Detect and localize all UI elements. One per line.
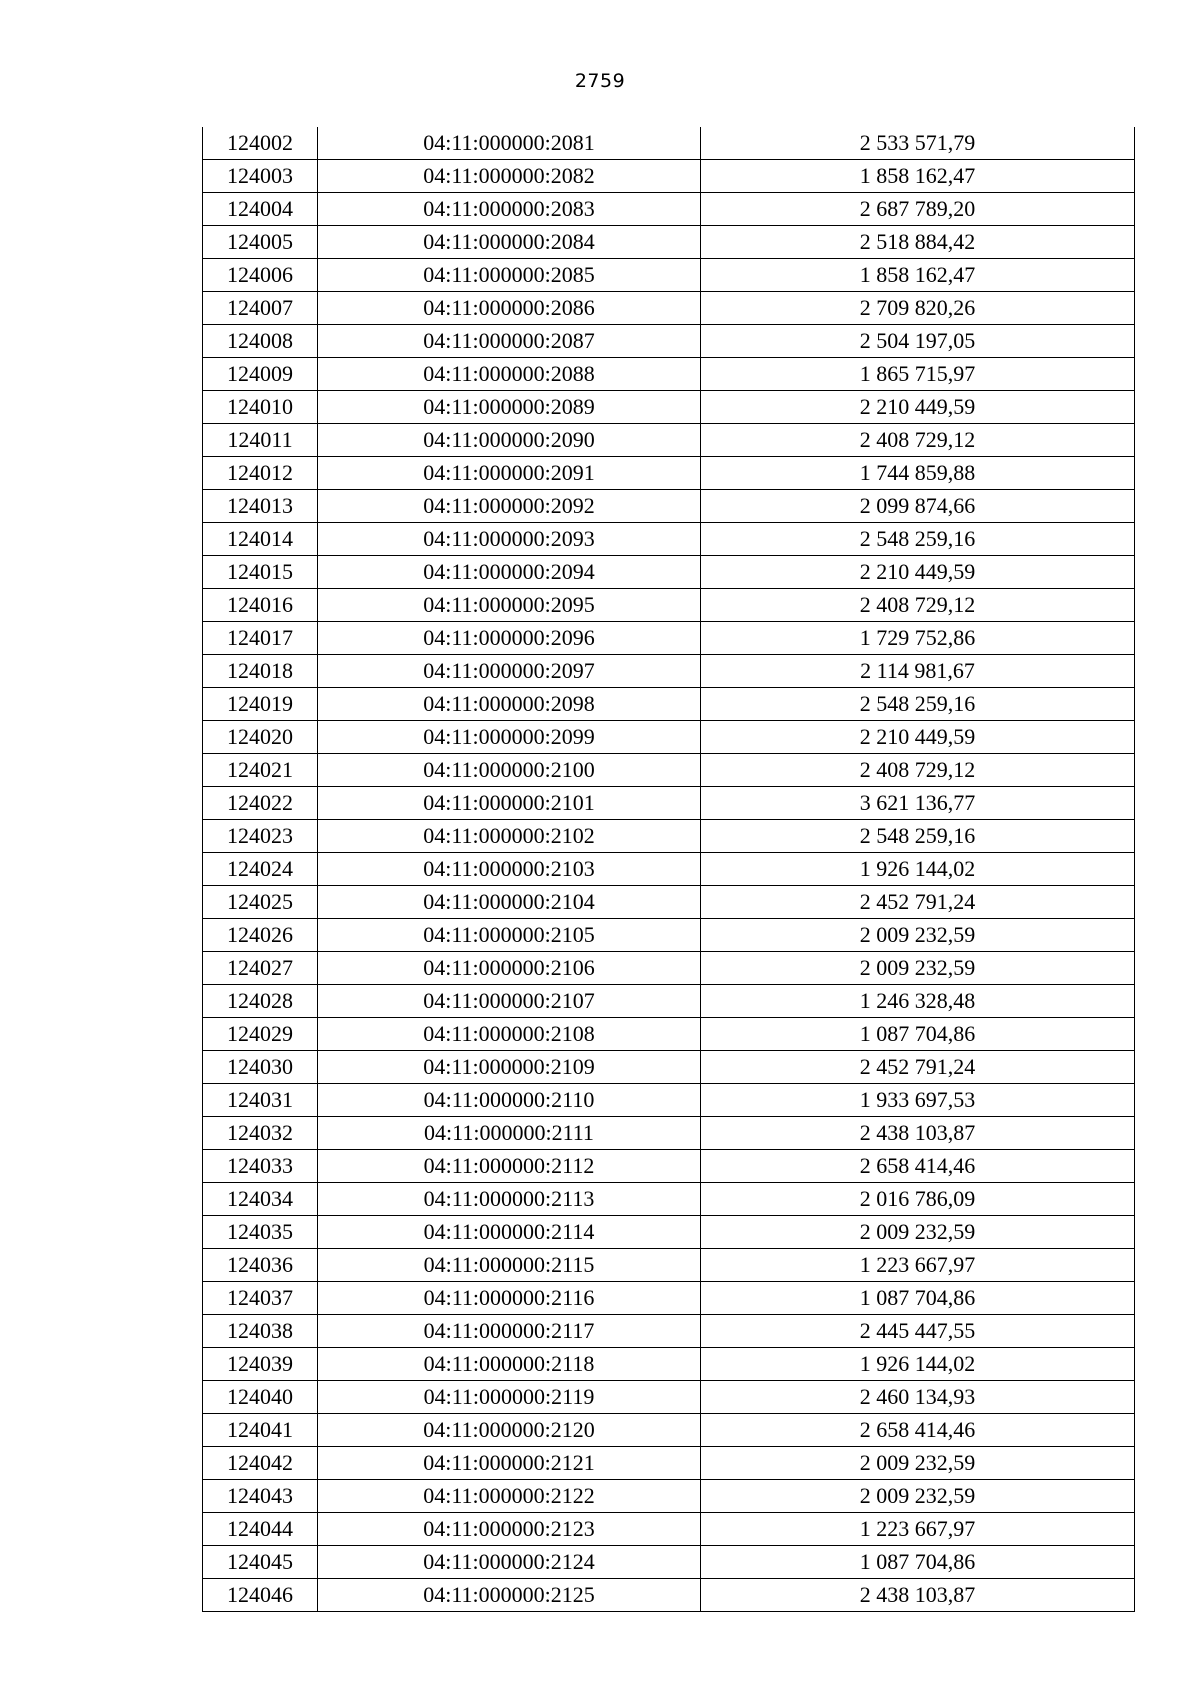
- table-row: [203, 721, 1135, 754]
- cadastral-value-cell: 2 687 789,20: [701, 193, 1135, 226]
- cadastral-number-cell: 04:11:000000:2109: [318, 1051, 701, 1084]
- table-row: [203, 1348, 1135, 1381]
- cadastral-value-cell: 1 926 144,02: [701, 1348, 1135, 1381]
- cadastral-value-cell: 2 548 259,16: [701, 523, 1135, 556]
- table-row: [203, 754, 1135, 787]
- row-number-cell: 124011: [203, 424, 318, 457]
- cadastral-value-cell: 2 210 449,59: [701, 391, 1135, 424]
- page-number: 2759: [574, 70, 626, 92]
- table-row: [203, 1183, 1135, 1216]
- cadastral-number-cell: 04:11:000000:2102: [318, 820, 701, 853]
- cadastral-number-cell: 04:11:000000:2119: [318, 1381, 701, 1414]
- cadastral-value-cell: 1 865 715,97: [701, 358, 1135, 391]
- cadastral-number-cell: 04:11:000000:2108: [318, 1018, 701, 1051]
- cadastral-number-cell: 04:11:000000:2092: [318, 490, 701, 523]
- cadastral-value-cell: 1 933 697,53: [701, 1084, 1135, 1117]
- cadastral-number-cell: 04:11:000000:2090: [318, 424, 701, 457]
- cadastral-value-cell: 2 533 571,79: [701, 127, 1135, 160]
- table-row: [203, 688, 1135, 721]
- cadastral-value-cell: 2 504 197,05: [701, 325, 1135, 358]
- cadastral-number-cell: 04:11:000000:2125: [318, 1579, 701, 1612]
- cadastral-value-cell: 2 099 874,66: [701, 490, 1135, 523]
- table-row: [203, 952, 1135, 985]
- cadastral-number-cell: 04:11:000000:2100: [318, 754, 701, 787]
- row-number-cell: 124042: [203, 1447, 318, 1480]
- cadastral-number-cell: 04:11:000000:2112: [318, 1150, 701, 1183]
- cadastral-value-cell: 1 087 704,86: [701, 1282, 1135, 1315]
- row-number-cell: 124015: [203, 556, 318, 589]
- table-row: [203, 556, 1135, 589]
- table-row: [203, 1282, 1135, 1315]
- table-row: [203, 985, 1135, 1018]
- table-row: [203, 325, 1135, 358]
- cadastral-value-cell: 2 016 786,09: [701, 1183, 1135, 1216]
- cadastral-value-cell: 2 438 103,87: [701, 1579, 1135, 1612]
- cadastral-number-cell: 04:11:000000:2096: [318, 622, 701, 655]
- cadastral-value-cell: 2 009 232,59: [701, 1480, 1135, 1513]
- row-number-cell: 124005: [203, 226, 318, 259]
- cadastral-value-cell: 2 009 232,59: [701, 952, 1135, 985]
- row-number-cell: 124004: [203, 193, 318, 226]
- table-row: [203, 1414, 1135, 1447]
- cadastral-value-cell: 2 408 729,12: [701, 589, 1135, 622]
- table-row: [203, 886, 1135, 919]
- table-row: [203, 1018, 1135, 1051]
- cadastral-number-cell: 04:11:000000:2114: [318, 1216, 701, 1249]
- table-row: [203, 1117, 1135, 1150]
- cadastral-value-cell: 2 548 259,16: [701, 688, 1135, 721]
- cadastral-number-cell: 04:11:000000:2110: [318, 1084, 701, 1117]
- row-number-cell: 124043: [203, 1480, 318, 1513]
- cadastral-value-cell: 2 009 232,59: [701, 1216, 1135, 1249]
- cadastral-value-cell: 2 210 449,59: [701, 721, 1135, 754]
- table-row: [203, 1216, 1135, 1249]
- cadastral-number-cell: 04:11:000000:2121: [318, 1447, 701, 1480]
- cadastral-number-cell: 04:11:000000:2107: [318, 985, 701, 1018]
- cadastral-number-cell: 04:11:000000:2098: [318, 688, 701, 721]
- cadastral-number-cell: 04:11:000000:2082: [318, 160, 701, 193]
- cadastral-number-cell: 04:11:000000:2122: [318, 1480, 701, 1513]
- cadastral-number-cell: 04:11:000000:2111: [318, 1117, 701, 1150]
- table-row: [203, 1084, 1135, 1117]
- row-number-cell: 124044: [203, 1513, 318, 1546]
- cadastral-number-cell: 04:11:000000:2081: [318, 127, 701, 160]
- cadastral-number-cell: 04:11:000000:2113: [318, 1183, 701, 1216]
- cadastral-number-cell: 04:11:000000:2099: [318, 721, 701, 754]
- table-row: [203, 160, 1135, 193]
- cadastral-number-cell: 04:11:000000:2089: [318, 391, 701, 424]
- row-number-cell: 124008: [203, 325, 318, 358]
- cadastral-number-cell: 04:11:000000:2086: [318, 292, 701, 325]
- cadastral-value-cell: 2 114 981,67: [701, 655, 1135, 688]
- cadastral-value-cell: 2 445 447,55: [701, 1315, 1135, 1348]
- cadastral-number-cell: 04:11:000000:2084: [318, 226, 701, 259]
- cadastral-value-cell: 1 223 667,97: [701, 1513, 1135, 1546]
- row-number-cell: 124032: [203, 1117, 318, 1150]
- cadastral-value-cell: 1 246 328,48: [701, 985, 1135, 1018]
- cadastral-number-cell: 04:11:000000:2117: [318, 1315, 701, 1348]
- table-row: [203, 1480, 1135, 1513]
- cadastral-number-cell: 04:11:000000:2104: [318, 886, 701, 919]
- cadastral-value-cell: 1 223 667,97: [701, 1249, 1135, 1282]
- row-number-cell: 124020: [203, 721, 318, 754]
- row-number-cell: 124037: [203, 1282, 318, 1315]
- row-number-cell: 124036: [203, 1249, 318, 1282]
- table-row: [203, 622, 1135, 655]
- cadastral-number-cell: 04:11:000000:2118: [318, 1348, 701, 1381]
- row-number-cell: 124009: [203, 358, 318, 391]
- cadastral-number-cell: 04:11:000000:2088: [318, 358, 701, 391]
- cadastral-value-cell: 2 009 232,59: [701, 919, 1135, 952]
- cadastral-value-cell: 2 548 259,16: [701, 820, 1135, 853]
- row-number-cell: 124010: [203, 391, 318, 424]
- cadastral-value-cell: 2 460 134,93: [701, 1381, 1135, 1414]
- cadastral-value-table: [202, 127, 1135, 1612]
- cadastral-value-cell: 3 621 136,77: [701, 787, 1135, 820]
- cadastral-number-cell: 04:11:000000:2101: [318, 787, 701, 820]
- table-row: [203, 919, 1135, 952]
- row-number-cell: 124026: [203, 919, 318, 952]
- row-number-cell: 124045: [203, 1546, 318, 1579]
- row-number-cell: 124017: [203, 622, 318, 655]
- row-number-cell: 124022: [203, 787, 318, 820]
- table-row: [203, 523, 1135, 556]
- row-number-cell: 124039: [203, 1348, 318, 1381]
- table-row: [203, 127, 1135, 160]
- table-row: [203, 589, 1135, 622]
- row-number-cell: 124046: [203, 1579, 318, 1612]
- row-number-cell: 124023: [203, 820, 318, 853]
- cadastral-number-cell: 04:11:000000:2097: [318, 655, 701, 688]
- cadastral-value-cell: 1 858 162,47: [701, 259, 1135, 292]
- table-row: [203, 226, 1135, 259]
- cadastral-value-cell: 2 709 820,26: [701, 292, 1135, 325]
- table-row: [203, 787, 1135, 820]
- cadastral-value-cell: 1 858 162,47: [701, 160, 1135, 193]
- table-row: [203, 292, 1135, 325]
- row-number-cell: 124014: [203, 523, 318, 556]
- table-row: [203, 1447, 1135, 1480]
- row-number-cell: 124013: [203, 490, 318, 523]
- row-number-cell: 124027: [203, 952, 318, 985]
- cadastral-value-cell: 1 744 859,88: [701, 457, 1135, 490]
- table-row: [203, 358, 1135, 391]
- table-row: [203, 853, 1135, 886]
- row-number-cell: 124021: [203, 754, 318, 787]
- cadastral-value-cell: 1 729 752,86: [701, 622, 1135, 655]
- cadastral-number-cell: 04:11:000000:2115: [318, 1249, 701, 1282]
- cadastral-value-cell: 2 452 791,24: [701, 886, 1135, 919]
- table-row: [203, 424, 1135, 457]
- row-number-cell: 124018: [203, 655, 318, 688]
- row-number-cell: 124003: [203, 160, 318, 193]
- table-row: [203, 1051, 1135, 1084]
- cadastral-number-cell: 04:11:000000:2116: [318, 1282, 701, 1315]
- cadastral-value-cell: 1 087 704,86: [701, 1546, 1135, 1579]
- cadastral-number-cell: 04:11:000000:2123: [318, 1513, 701, 1546]
- row-number-cell: 124033: [203, 1150, 318, 1183]
- row-number-cell: 124012: [203, 457, 318, 490]
- table-row: [203, 1381, 1135, 1414]
- table-row: [203, 1579, 1135, 1612]
- table-row: [203, 1513, 1135, 1546]
- table-body: [203, 127, 1135, 1612]
- cadastral-number-cell: 04:11:000000:2093: [318, 523, 701, 556]
- cadastral-value-cell: 2 210 449,59: [701, 556, 1135, 589]
- table-row: [203, 1150, 1135, 1183]
- table-row: [203, 1315, 1135, 1348]
- row-number-cell: 124002: [203, 127, 318, 160]
- cadastral-value-cell: 1 087 704,86: [701, 1018, 1135, 1051]
- row-number-cell: 124028: [203, 985, 318, 1018]
- cadastral-number-cell: 04:11:000000:2103: [318, 853, 701, 886]
- cadastral-number-cell: 04:11:000000:2095: [318, 589, 701, 622]
- row-number-cell: 124024: [203, 853, 318, 886]
- cadastral-value-cell: 1 926 144,02: [701, 853, 1135, 886]
- table-row: [203, 259, 1135, 292]
- table-row: [203, 1546, 1135, 1579]
- row-number-cell: 124031: [203, 1084, 318, 1117]
- cadastral-number-cell: 04:11:000000:2087: [318, 325, 701, 358]
- table-row: [203, 193, 1135, 226]
- row-number-cell: 124030: [203, 1051, 318, 1084]
- row-number-cell: 124007: [203, 292, 318, 325]
- cadastral-value-cell: 2 408 729,12: [701, 754, 1135, 787]
- table-row: [203, 820, 1135, 853]
- row-number-cell: 124016: [203, 589, 318, 622]
- cadastral-number-cell: 04:11:000000:2106: [318, 952, 701, 985]
- table-row: [203, 391, 1135, 424]
- row-number-cell: 124041: [203, 1414, 318, 1447]
- table-row: [203, 1249, 1135, 1282]
- cadastral-value-cell: 2 518 884,42: [701, 226, 1135, 259]
- row-number-cell: 124038: [203, 1315, 318, 1348]
- row-number-cell: 124034: [203, 1183, 318, 1216]
- cadastral-number-cell: 04:11:000000:2085: [318, 259, 701, 292]
- row-number-cell: 124029: [203, 1018, 318, 1051]
- cadastral-number-cell: 04:11:000000:2094: [318, 556, 701, 589]
- cadastral-value-cell: 2 009 232,59: [701, 1447, 1135, 1480]
- table-row: [203, 655, 1135, 688]
- table-row: [203, 457, 1135, 490]
- cadastral-number-cell: 04:11:000000:2124: [318, 1546, 701, 1579]
- cadastral-number-cell: 04:11:000000:2120: [318, 1414, 701, 1447]
- row-number-cell: 124040: [203, 1381, 318, 1414]
- cadastral-value-cell: 2 408 729,12: [701, 424, 1135, 457]
- cadastral-number-cell: 04:11:000000:2091: [318, 457, 701, 490]
- row-number-cell: 124035: [203, 1216, 318, 1249]
- cadastral-number-cell: 04:11:000000:2083: [318, 193, 701, 226]
- table-row: [203, 490, 1135, 523]
- cadastral-value-cell: 2 438 103,87: [701, 1117, 1135, 1150]
- row-number-cell: 124025: [203, 886, 318, 919]
- row-number-cell: 124006: [203, 259, 318, 292]
- cadastral-value-cell: 2 658 414,46: [701, 1414, 1135, 1447]
- row-number-cell: 124019: [203, 688, 318, 721]
- cadastral-number-cell: 04:11:000000:2105: [318, 919, 701, 952]
- cadastral-value-cell: 2 452 791,24: [701, 1051, 1135, 1084]
- cadastral-value-cell: 2 658 414,46: [701, 1150, 1135, 1183]
